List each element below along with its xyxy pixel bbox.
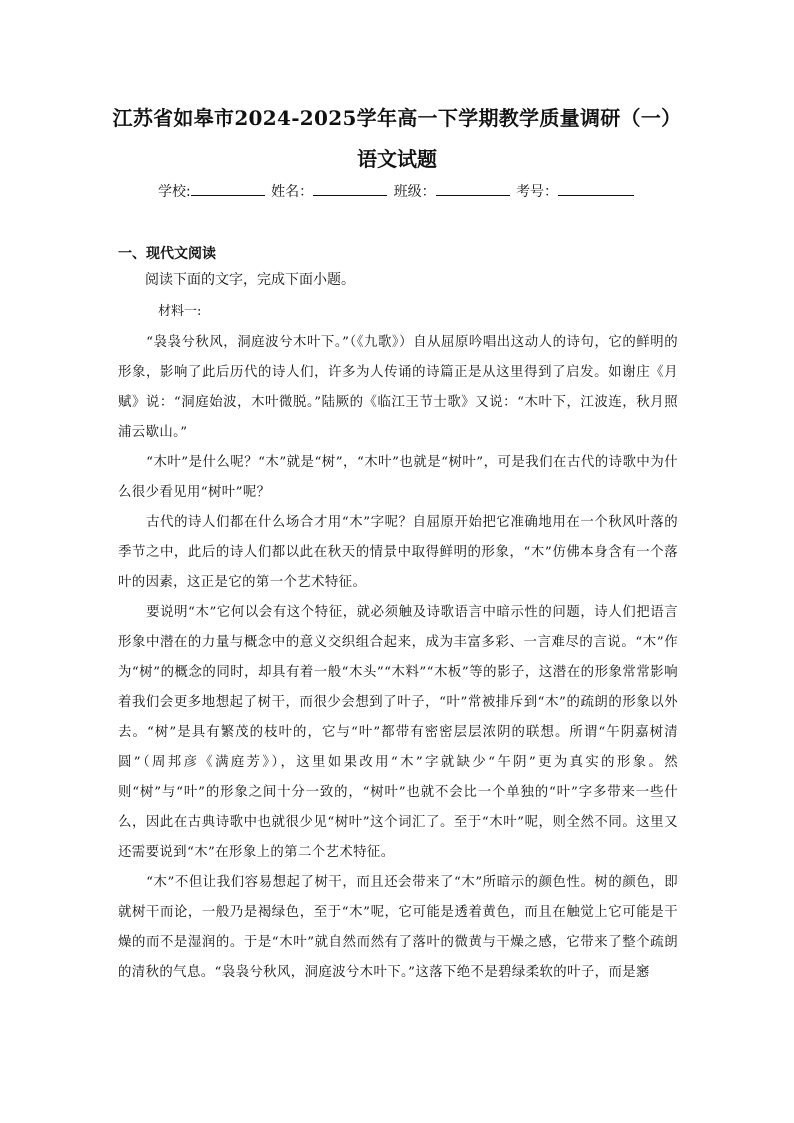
name-label: 姓名：: [271, 184, 314, 200]
class-label: 班级：: [393, 184, 436, 200]
student-info-line: [0, 180, 794, 203]
paragraph: “袅袅兮秋风，洞庭波兮木叶下。”（《九歌》）自从屈原吟唱出这动人的诗句，它的鲜明的形象，影响了此后历代的诗人们，许多为人传诵的诗篇正是从这里得到了启发。如谢庄《月赋》说：“洞庭始波，木叶微脱。”陆厥的《临江王节士歌》又说：“木叶下，江波连，秋月照浦云歇山。”: [118, 335, 678, 440]
exam-number-blank[interactable]: [558, 180, 634, 196]
paragraph: 要说明“木”它何以会有这个特征，就必须触及诗歌语言中暗示性的问题，诗人们把语言形象中潜在的力量与概念中的意义交织组合起来，成为丰富多彩、一言难尽的言说。“木”作为“树”的概念的同时，却具有着一般“木头”“木料”“木板”等的影子，这潜在的形象常常影响着我们会更多地想起了树干，而很少会想到了叶子，“叶”常被排斥到“木”的疏朗的形象以外去。“树”是具有繁茂的枝叶的，它与“叶”都带有密密层层浓阴的联想。所谓“午阴嘉树清圆”（周邦彦《满庭芳》），这里如果改用“木”字就缺少“午阴”更为真实的形象。然则“树”与“叶”的形象之间十分一致的，“树叶”也就不会比一个单独的“叶”字多带来一些什么，因此在古典诗歌中也就很少见“树叶”这个词汇了。至于“木叶”呢，则全然不同。这里又还需要说到“木”在形象上的第二个艺术特征。: [118, 605, 678, 860]
school-blank[interactable]: [191, 180, 265, 196]
name-blank[interactable]: [313, 180, 387, 196]
paragraph: “木叶”是什么呢？“木”就是“树”，“木叶”也就是“树叶”，可是我们在古代的诗歌中为什么很少看见用“树叶”呢？: [118, 455, 678, 500]
exam-number-label: 考号：: [516, 184, 559, 200]
school-label: 学校:: [157, 184, 191, 200]
material-label: 材料一:: [158, 304, 202, 319]
class-blank[interactable]: [436, 180, 510, 196]
passage-text: [118, 328, 678, 988]
paragraph: 古代的诗人们都在什么场合才用“木”字呢？自屈原开始把它准确地用在一个秋风叶落的季节之中，此后的诗人们都以此在秋天的情景中取得鲜明的形象，“木”仿佛本身含有一个落叶的因素，这正是它的第一个艺术特征。: [118, 515, 678, 590]
reading-instruction: 阅读下面的文字，完成下面小题。: [145, 272, 355, 288]
paragraph: “木”不但让我们容易想起了树干，而且还会带来了“木”所暗示的颜色性。树的颜色，即就树干而论，一般乃是褐绿色，至于“木”呢，它可能是透着黄色，而且在触觉上它可能是干燥的而不是湿润的。于是“木叶”就自然而然有了落叶的微黄与干燥之感，它带来了整个疏朗的清秋的气息。“袅袅兮秋风，洞庭波兮木叶下。”这落下绝不是碧绿柔软的叶子，而是窸: [118, 875, 678, 980]
document-subtitle: 语文试题: [357, 147, 437, 171]
document-title: 江苏省如皋市2024-2025学年高一下学期教学质量调研（一）: [112, 106, 682, 130]
section-heading: 一、现代文阅读: [118, 246, 216, 262]
